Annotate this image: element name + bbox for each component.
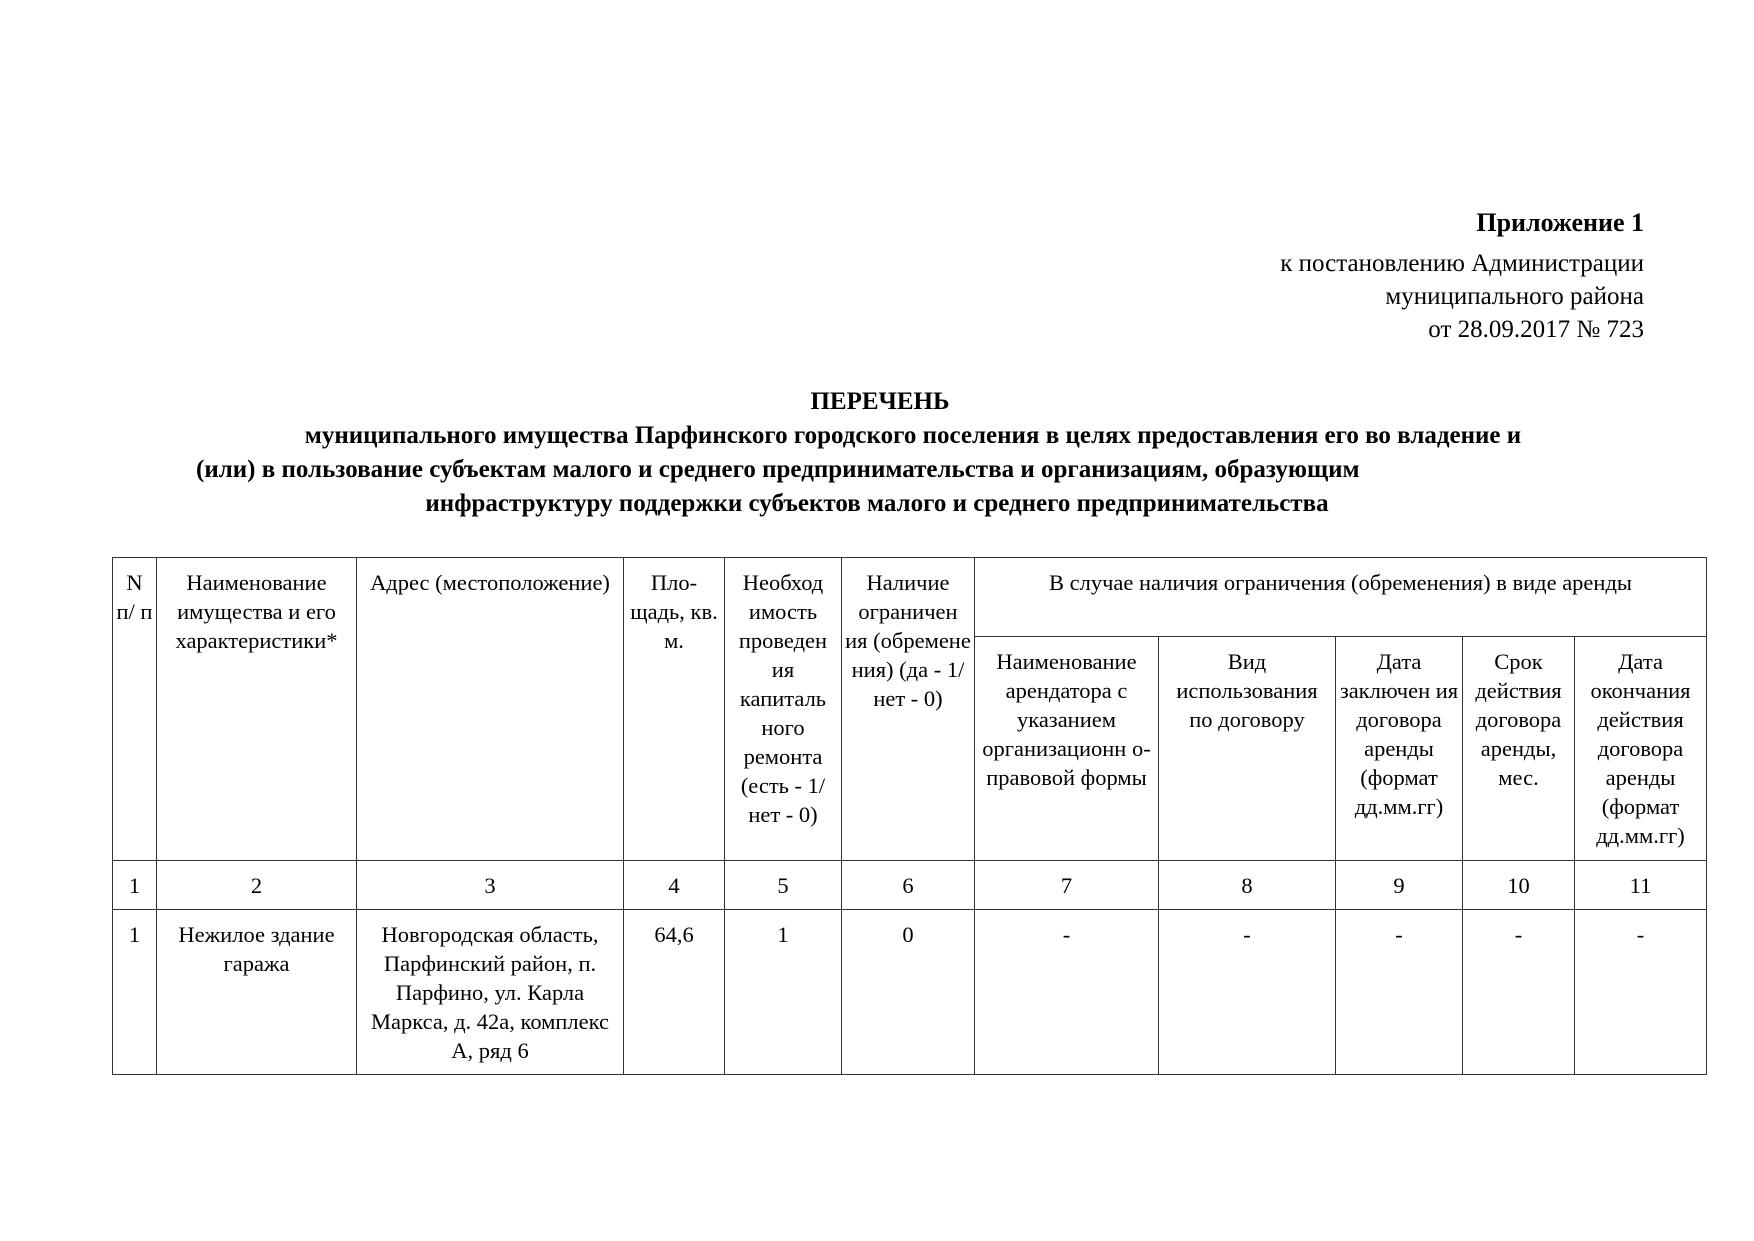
cell-name: Нежилое здание гаража: [157, 910, 357, 1075]
column-number: 2: [157, 861, 357, 910]
document-subtitle-line-1: муниципального имущества Парфинского городского поселения в целях предоставления его во владение и: [304, 422, 1522, 449]
column-number: 11: [1575, 861, 1707, 910]
header-cell-area: Пло- щадь, кв. м.: [624, 558, 725, 861]
appendix-title: Приложение 1: [1476, 208, 1644, 237]
document-subtitle-line-2: (или) в пользование субъектам малого и среднего предпринимательства и организациям, образующим: [196, 456, 1360, 483]
appendix-line-1: к постановлению Администрации: [1280, 250, 1644, 277]
header-cell-end-date: Дата окончания действия договора аренды (формат дд.мм.гг): [1575, 637, 1707, 861]
column-number: 10: [1463, 861, 1575, 910]
cell-encumbrance: 0: [842, 910, 975, 1075]
property-table: [112, 557, 1707, 1075]
appendix-line-3: от 28.09.2017 № 723: [1428, 316, 1644, 343]
document-title-block: [0, 385, 1754, 521]
header-cell-contract-date: Дата заключен ия договора аренды (формат дд.мм.гг): [1336, 637, 1463, 861]
table-row: [113, 910, 1707, 1075]
header-cell-tenant: Наименование арендатора с указанием организационн о-правовой формы: [975, 637, 1159, 861]
column-number: 4: [624, 861, 725, 910]
column-number: 1: [113, 861, 157, 910]
cell-address: Новгородская область, Парфинский район, п. Парфино, ул. Карла Маркса, д. 42а, комплекс А, ряд 6: [357, 910, 624, 1075]
column-number: 5: [725, 861, 842, 910]
cell-tenant: -: [975, 910, 1159, 1075]
cell-number: 1: [113, 910, 157, 1075]
table-header-row-1: [113, 558, 1707, 637]
header-cell-term: Срок действия договора аренды, мес.: [1463, 637, 1575, 861]
header-cell-address: Адрес (местоположение): [357, 558, 624, 861]
cell-end-date: -: [1575, 910, 1707, 1075]
header-cell-lease-group: В случае наличия ограничения (обременения) в виде аренды: [975, 558, 1707, 637]
appendix-block: [1280, 208, 1644, 346]
column-number: 7: [975, 861, 1159, 910]
header-cell-name: Наименование имущества и его характеристики*: [157, 558, 357, 861]
header-cell-encumbrance: Наличие ограничен ия (обремене ния) (да - 1/нет - 0): [842, 558, 975, 861]
cell-repair-needed: 1: [725, 910, 842, 1075]
header-cell-repair: Необход имость проведен ия капиталь ного ремонта (есть - 1/нет - 0): [725, 558, 842, 861]
cell-area: 64,6: [624, 910, 725, 1075]
document-title: ПЕРЕЧЕНЬ: [810, 388, 950, 415]
cell-contract-date: -: [1336, 910, 1463, 1075]
column-number: 9: [1336, 861, 1463, 910]
appendix-line-2: муниципального района: [1385, 283, 1644, 310]
column-number: 6: [842, 861, 975, 910]
column-number: 8: [1159, 861, 1336, 910]
header-cell-usage: Вид использования по договору: [1159, 637, 1336, 861]
cell-usage: -: [1159, 910, 1336, 1075]
header-cell-number: N п/ п: [113, 558, 157, 861]
column-number: 3: [357, 861, 624, 910]
column-number-row: [113, 861, 1707, 910]
document-subtitle-line-3: инфраструктуру поддержки субъектов малого и среднего предпринимательства: [425, 490, 1329, 517]
cell-term: -: [1463, 910, 1575, 1075]
